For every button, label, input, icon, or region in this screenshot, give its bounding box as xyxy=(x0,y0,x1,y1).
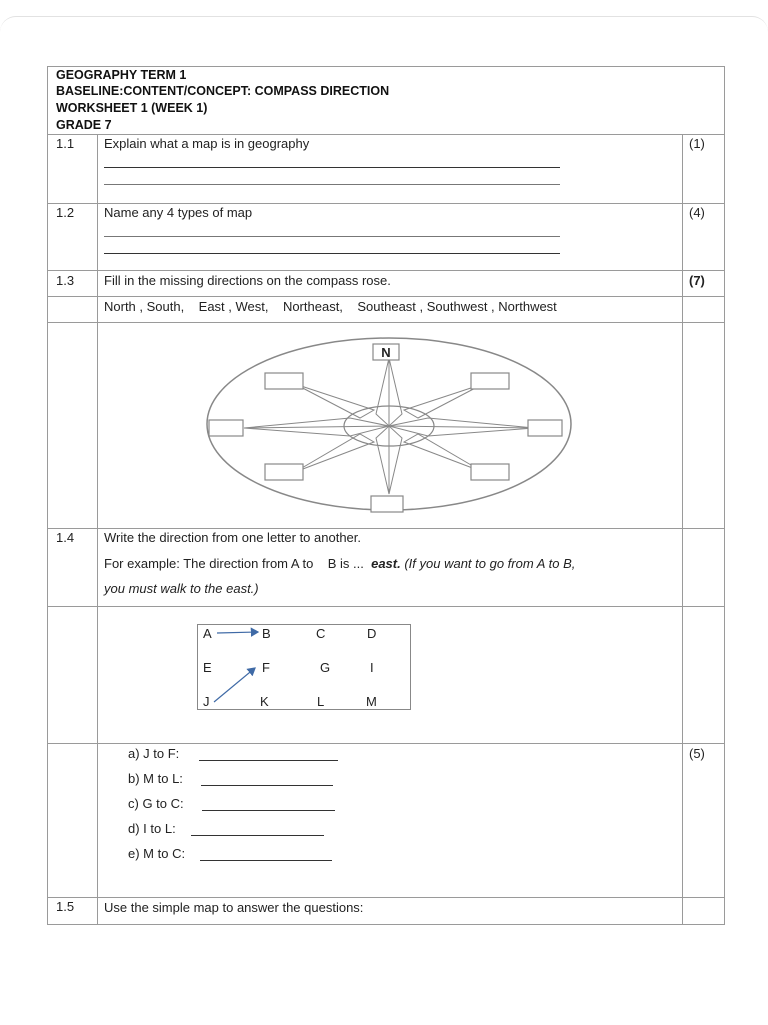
grid-letter: G xyxy=(320,660,331,675)
question-marks: (4) xyxy=(689,205,705,220)
question-marks: (1) xyxy=(689,136,705,151)
row-divider xyxy=(47,897,725,898)
arrow-a-to-b-icon xyxy=(217,632,258,633)
answer-line[interactable] xyxy=(104,167,560,168)
row-divider xyxy=(47,322,725,323)
direction-box-southeast xyxy=(471,464,509,480)
answer-item: a) J to F: xyxy=(128,746,180,761)
example-answer: east. xyxy=(371,556,401,571)
row-divider xyxy=(47,528,725,529)
row-divider xyxy=(47,270,725,271)
grid-letter: J xyxy=(203,694,210,709)
example-note: (If you want to go from A to B, xyxy=(400,556,576,571)
answer-line[interactable] xyxy=(104,184,560,185)
answer-item: d) I to L: xyxy=(128,821,176,836)
answer-line[interactable] xyxy=(199,760,338,761)
answer-line[interactable] xyxy=(104,236,560,237)
title-concept: BASELINE:CONTENT/CONCEPT: COMPASS DIRECTION xyxy=(56,84,390,98)
row-divider xyxy=(47,296,725,297)
direction-box-south xyxy=(371,496,403,512)
grid-letter: F xyxy=(262,660,270,675)
grid-letter: K xyxy=(260,694,269,709)
row-divider xyxy=(47,134,725,135)
arrow-j-to-f-icon xyxy=(214,668,255,702)
question-number: 1.5 xyxy=(56,899,75,914)
grid-letter: A xyxy=(203,626,212,641)
answer-item: b) M to L: xyxy=(128,771,183,786)
row-divider xyxy=(47,203,725,204)
question-marks: (5) xyxy=(689,746,705,761)
title-worksheet: WORKSHEET 1 (WEEK 1) xyxy=(56,101,208,115)
direction-box-northeast xyxy=(471,373,509,389)
direction-box-east xyxy=(528,420,562,436)
answer-line[interactable] xyxy=(104,253,560,254)
grid-letter: M xyxy=(366,694,377,709)
question-number: 1.4 xyxy=(56,530,75,545)
direction-box-northwest xyxy=(265,373,303,389)
question-number: 1.1 xyxy=(56,136,75,151)
row-divider xyxy=(47,606,725,607)
row-divider xyxy=(47,743,725,744)
grid-letter: C xyxy=(316,626,326,641)
direction-box-southwest xyxy=(265,464,303,480)
answer-line[interactable] xyxy=(201,785,333,786)
column-divider xyxy=(682,134,683,925)
answer-line[interactable] xyxy=(191,835,324,836)
question-text: Write the direction from one letter to another. xyxy=(104,530,362,545)
question-number: 1.3 xyxy=(56,273,75,288)
grid-letter: I xyxy=(370,660,374,675)
column-divider xyxy=(97,134,98,925)
grid-letter: L xyxy=(317,694,325,709)
answer-item: c) G to C: xyxy=(128,796,184,811)
title-grade: GRADE 7 xyxy=(56,118,112,132)
example-prefix: For example: The direction from A to B is ... xyxy=(104,556,372,571)
answer-line[interactable] xyxy=(200,860,332,861)
compass-rose xyxy=(200,334,580,520)
grid-letter: B xyxy=(262,626,271,641)
compass-north-label: N xyxy=(381,345,391,360)
answer-line[interactable] xyxy=(202,810,335,811)
grid-letter: E xyxy=(203,660,212,675)
direction-box-west xyxy=(209,420,243,436)
grid-arrows xyxy=(197,624,411,710)
word-bank: North , South, East , West, Northeast, Southeast , Southwest , Northwest xyxy=(104,299,557,314)
question-number: 1.2 xyxy=(56,205,75,220)
example-line xyxy=(104,556,575,571)
question-text: Name any 4 types of map xyxy=(104,205,253,220)
question-text: Fill in the missing directions on the compass rose. xyxy=(104,273,391,288)
grid-letter: D xyxy=(367,626,377,641)
question-text: Use the simple map to answer the questions: xyxy=(104,900,364,915)
answer-item: e) M to C: xyxy=(128,846,186,861)
title-subject: GEOGRAPHY TERM 1 xyxy=(56,68,187,82)
question-text: Explain what a map is in geography xyxy=(104,136,310,151)
example-note-continued: you must walk to the east.) xyxy=(104,581,259,596)
question-marks: (7) xyxy=(689,273,705,288)
